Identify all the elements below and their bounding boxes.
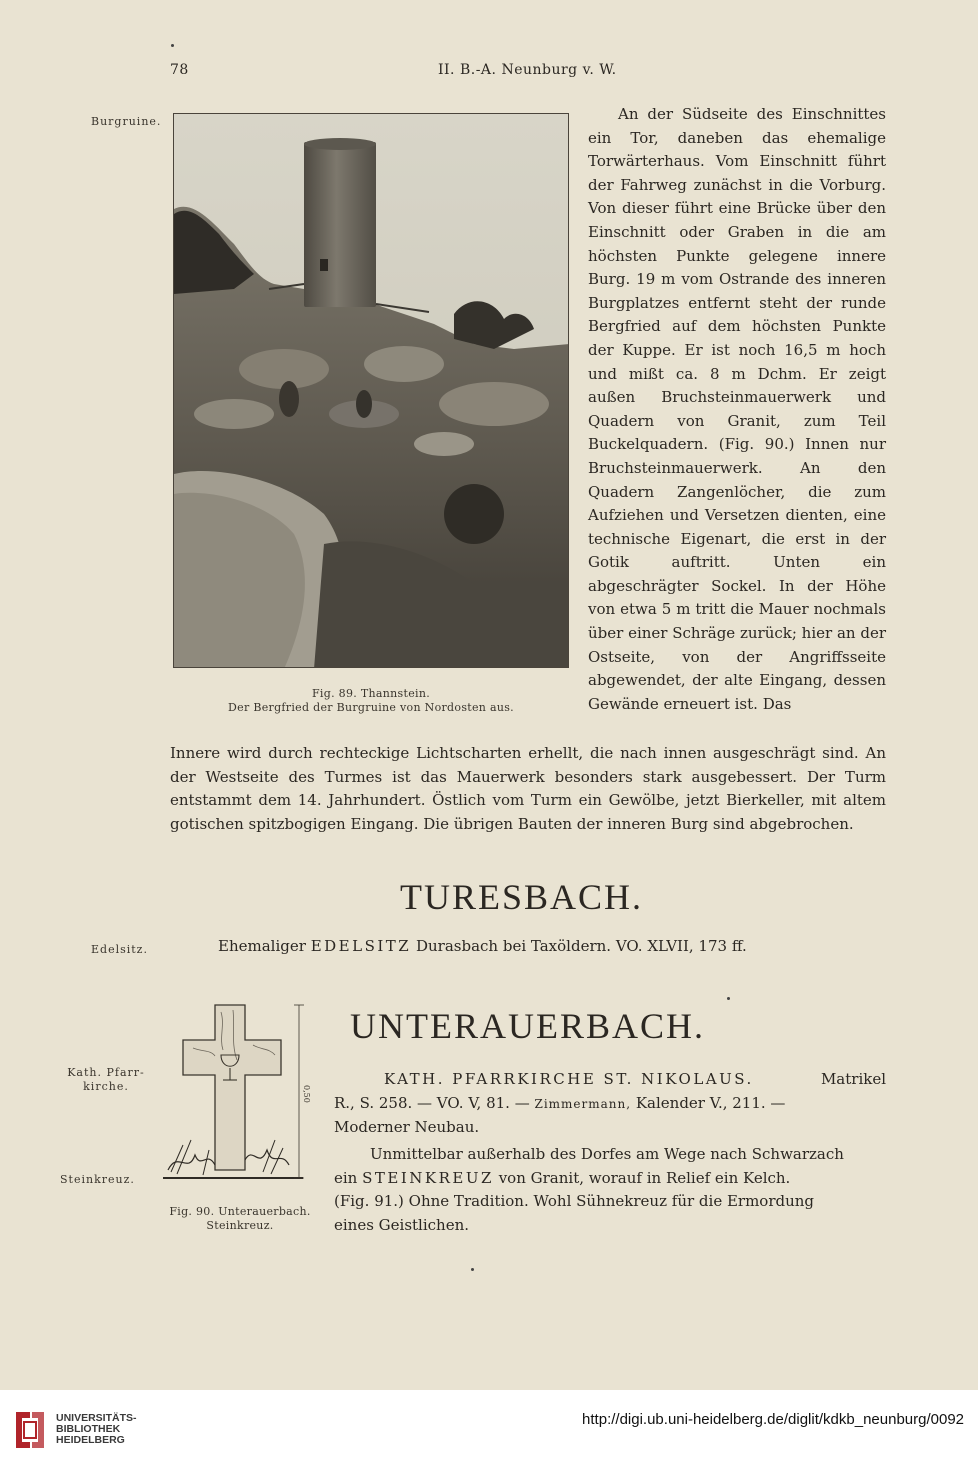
margin-note-steinkreuz: Steinkreuz. (60, 1173, 135, 1186)
cross-line2-rest: von Granit, worauf in Relief ein Kelch. (498, 1168, 791, 1187)
margin-note-pfarrkirche-line2: kirche. (83, 1080, 129, 1093)
page-speck (727, 997, 730, 1000)
source-url-link[interactable]: http://digi.ub.uni-heidelberg.de/diglit/kdkb_neunburg/0092 (582, 1411, 964, 1428)
figure-90-drawing (163, 1000, 313, 1195)
cross-line2 (334, 1167, 886, 1191)
library-logo-icon (10, 1408, 50, 1452)
margin-note-pfarrkirche-line1: Kath. Pfarr- (67, 1066, 145, 1079)
turesbach-edelsitz: EDELSITZ (310, 937, 412, 955)
cross-line1: Unmittelbar außerhalb des Dorfes am Wege nach Schwarzach (370, 1145, 844, 1163)
cross-steinkreuz: STEINKREUZ (362, 1168, 494, 1187)
running-title: II. B.-A. Neunburg v. W. (438, 62, 617, 78)
church-line2 (334, 1092, 886, 1117)
library-line1: UNIVERSITÄTS- (56, 1412, 137, 1424)
unterauerbach-heading: UNTERAUERBACH. (350, 1006, 706, 1046)
church-name: KATH. PFARRKIRCHE ST. NIKOLAUS. (384, 1070, 754, 1088)
church-calendar: Kalender V., 211. — (635, 1093, 786, 1112)
paragraph-continuation: Innere wird durch rechteckige Lichtscharten erhellt, die nach innen ausgeschrägt sind. An der Westseite des Turmes ist das Mauerwerk besonders stark ausgebessert. Der Turm entstammt dem 14. Jahrhundert. Östlich vom Turm ein Gewölbe, jetzt Bierkeller, mit altem gotischen spitzbogigen Eingang. Die übrigen Bauten der inneren Burg sind abgebrochen. (170, 744, 886, 833)
church-author: Zimmermann, (534, 1096, 632, 1111)
cross-line2-prefix: ein (334, 1168, 358, 1187)
church-matrikel: Matrikel (820, 1070, 886, 1088)
cross-line3: (Fig. 91.) Ohne Tradition. Wohl Sühnekreuz für die Ermordung (334, 1192, 815, 1211)
figure-89-photo (173, 113, 569, 668)
church-entry (334, 1068, 886, 1140)
library-line3: HEIDELBERG (56, 1434, 125, 1446)
figure-90-caption (150, 1205, 330, 1233)
turesbach-heading: TURESBACH. (400, 877, 644, 917)
church-line3: Moderner Neubau. (334, 1118, 480, 1137)
cross-entry (334, 1143, 886, 1237)
turesbach-prefix: Ehemaliger (218, 937, 306, 955)
library-line2: BIBLIOTHEK (56, 1423, 121, 1435)
margin-note-pfarrkirche (60, 1066, 152, 1094)
stone-cross-sketch (163, 1000, 313, 1195)
page-speck (471, 1268, 474, 1271)
figure-89-caption-line2: Der Bergfried der Burgruine von Nordosten aus. (228, 701, 514, 714)
library-name (56, 1413, 137, 1446)
footer-bar (0, 1390, 978, 1469)
full-width-text (170, 742, 886, 836)
turesbach-rest: Durasbach bei Taxöldern. VO. XLVII, 173 ff. (415, 937, 747, 955)
tower-ruin-photo (174, 114, 569, 668)
paragraph-bergfried: An der Südseite des Einschnittes ein Tor, daneben das ehemalige Torwärterhaus. Vom Einschnitt führt der Fahrweg zunächst in die Vorburg. Von dieser führt eine Brücke über den Einschnitt oder Graben in die am höchsten Punkte gelegene innere Burg. 19 m vom Ostrande des inneren Burgplatzes entfernt steht der runde Bergfried auf dem höchsten Punkte der Kuppe. Er ist noch 16,5 m hoch und mißt ca. 8 m Dchm. Er zeigt außen Bruchsteinmauerwerk und Quadern von Granit, zum Teil Buckelquadern. (Fig. 90.) Innen nur Bruchsteinmauerwerk. An den Quadern Zangenlöcher, die zum Aufziehen und Versetzen dienten, eine technische Eigenart, die erst in der Gotik auftritt. Unten ein abgeschrägter Sockel. In der Höhe von etwa 5 m tritt die Mauer nochmals über einer Schräge zurück; hier an der Ostseite, von der Angriffsseite abgewendet, der alte Eingang, dessen Gewände erneuert ist. Das (588, 105, 886, 713)
figure-90-scale: 0,50 (302, 1085, 311, 1103)
cross-line4: eines Geistlichen. (334, 1215, 470, 1234)
margin-note-burgruine: Burgruine. (91, 115, 162, 128)
margin-note-edelsitz: Edelsitz. (91, 943, 148, 956)
page-header (170, 62, 882, 86)
figure-89-caption (173, 687, 569, 715)
church-line1 (334, 1068, 886, 1092)
figure-90-caption-line2: Steinkreuz. (206, 1219, 274, 1232)
page-number: 78 (170, 62, 189, 78)
right-column-text (588, 103, 886, 716)
figure-90-caption-line1: Fig. 90. Unterauerbach. (169, 1205, 311, 1218)
church-refs: R., S. 258. — VO. V, 81. — (334, 1093, 530, 1112)
figure-89-caption-line1: Fig. 89. Thannstein. (312, 687, 430, 700)
turesbach-line (218, 935, 898, 959)
page-speck (171, 44, 174, 47)
